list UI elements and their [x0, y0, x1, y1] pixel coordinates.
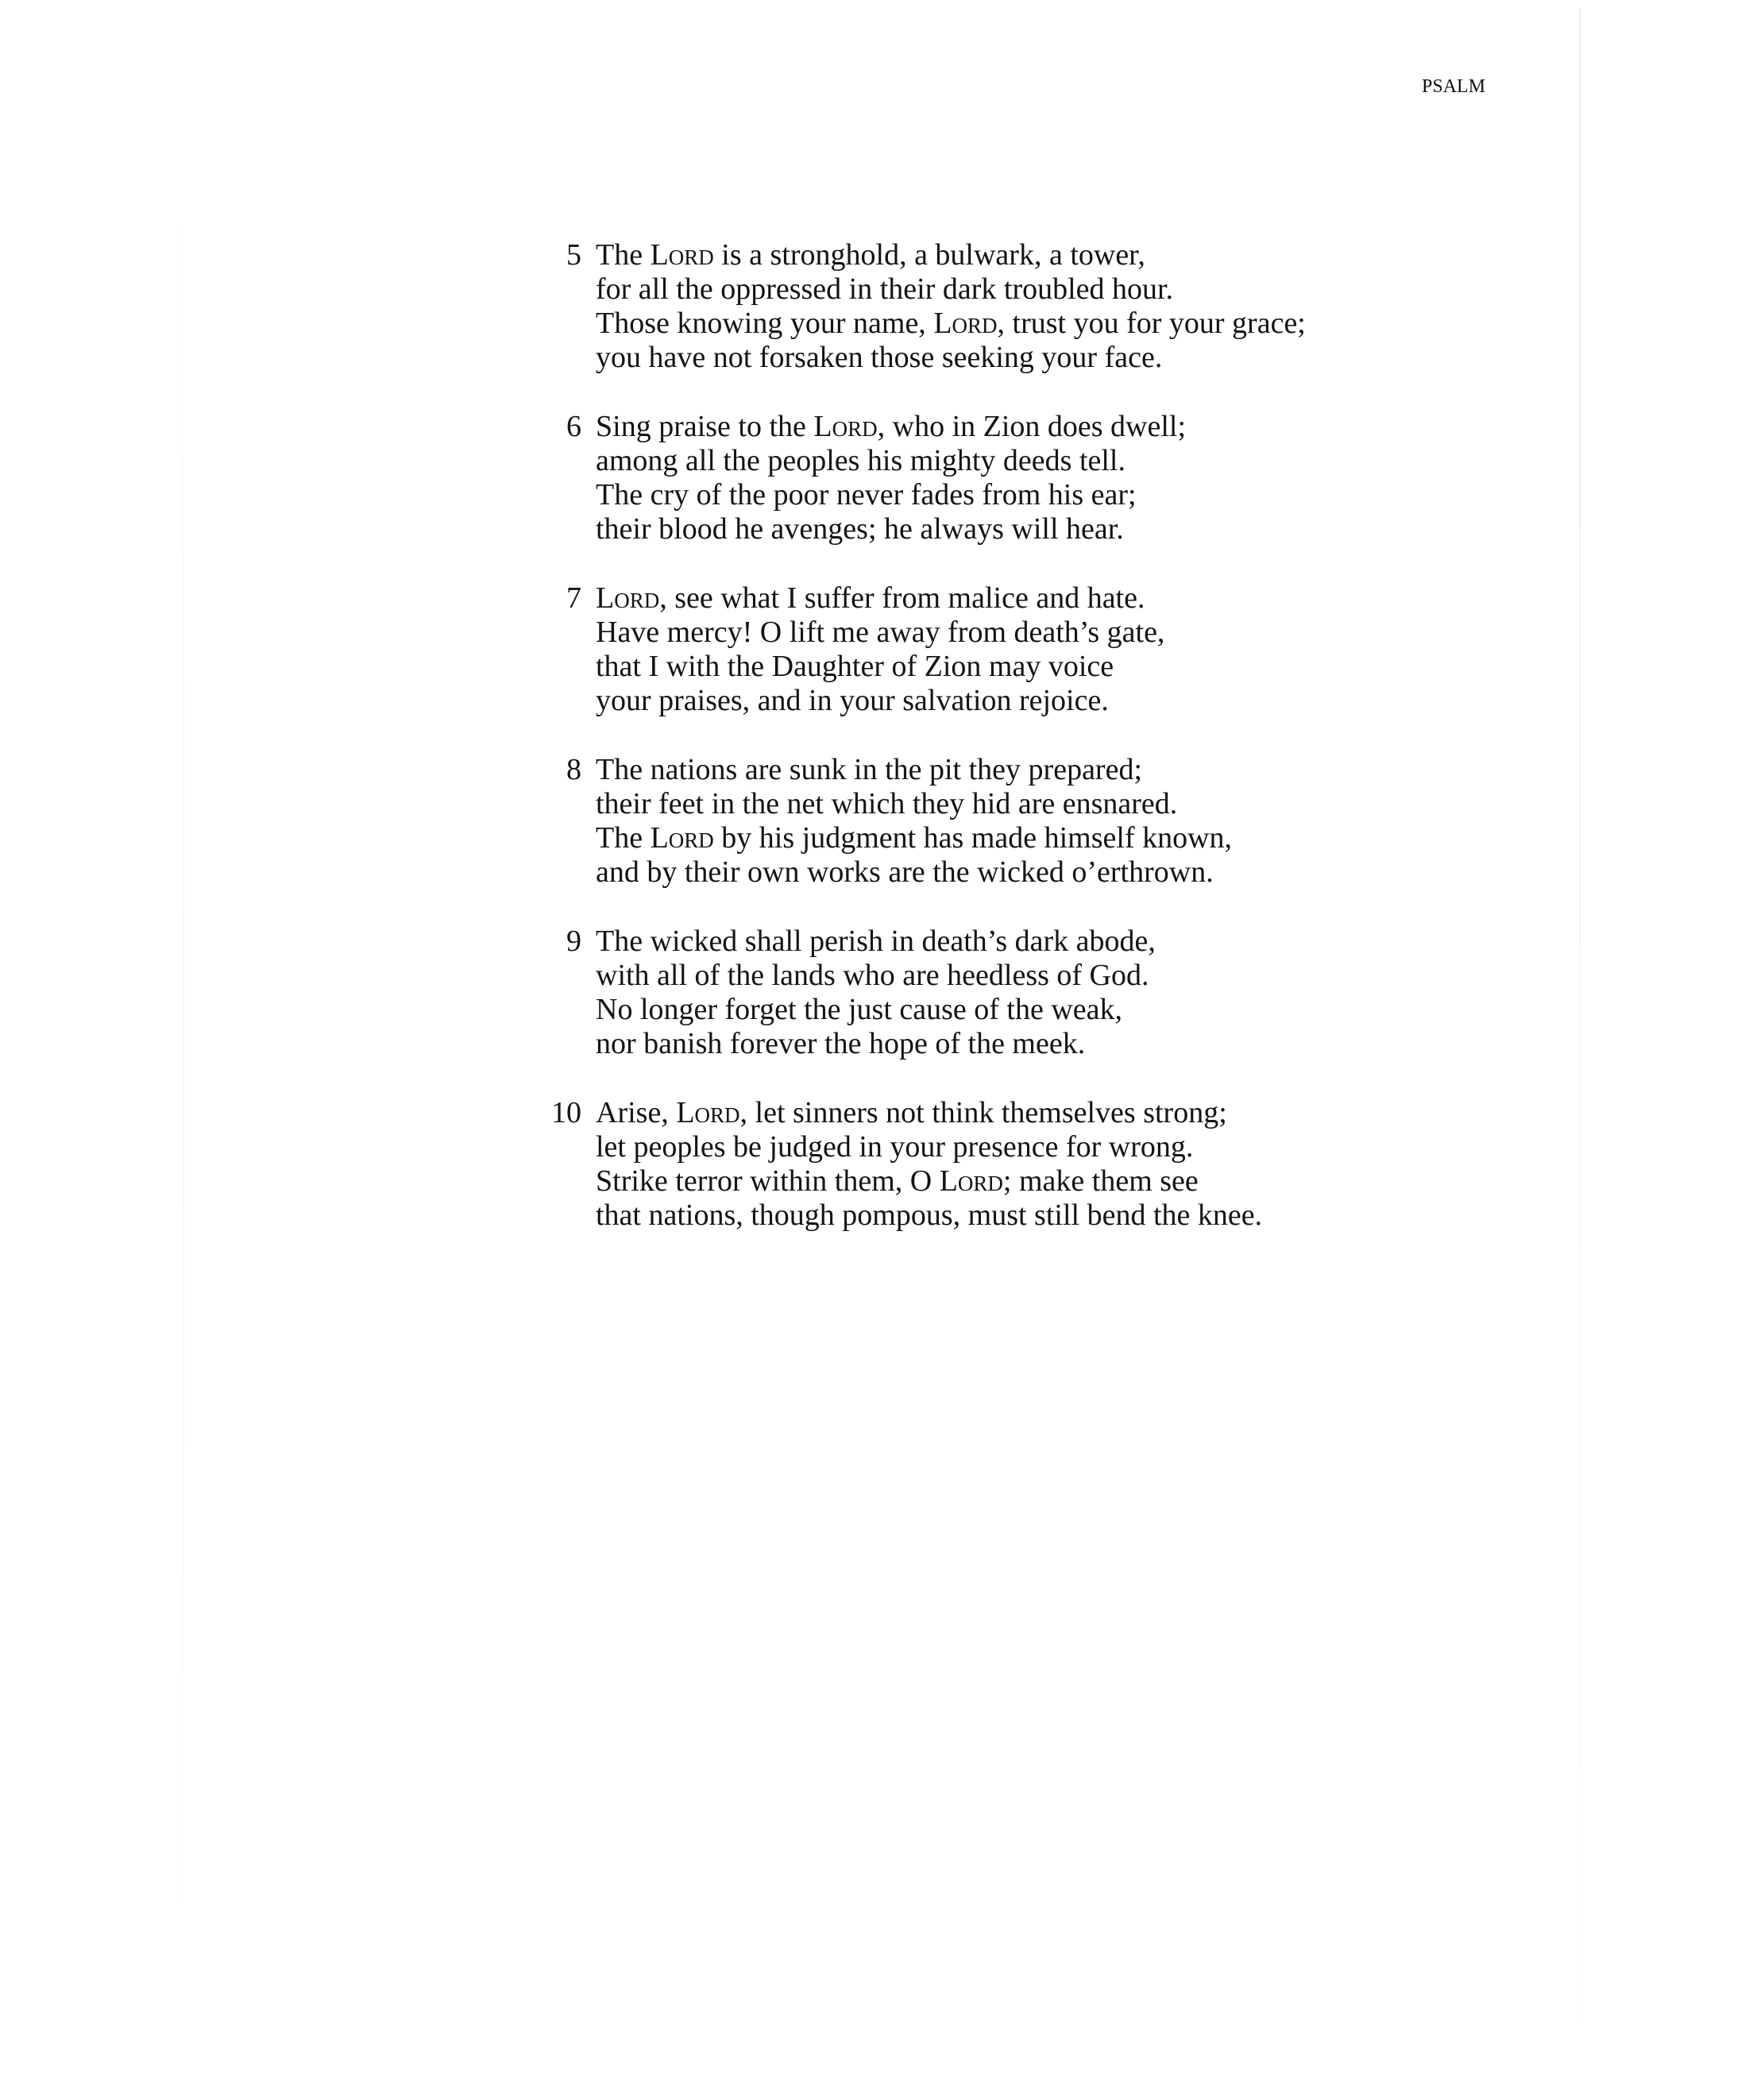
verse-line	[596, 238, 1477, 272]
stanza-lines	[596, 410, 1477, 546]
divine-name: Lord	[676, 1096, 740, 1129]
verse-line	[596, 307, 1477, 341]
stanza-number: 6	[566, 410, 581, 443]
stanza-number: 7	[566, 581, 581, 615]
verse-text: let peoples be judged in your presence for wrong.	[596, 1130, 1194, 1164]
verse-line	[596, 959, 1477, 993]
divine-name: Lord	[596, 581, 660, 615]
verse-text: Sing praise to the	[596, 410, 814, 443]
divine-name: Lord	[933, 307, 998, 340]
verse-line	[596, 993, 1477, 1027]
stanza-7	[540, 581, 1477, 718]
verse-line	[596, 410, 1477, 444]
verse-text: that nations, though pompous, must still bend the knee.	[596, 1199, 1263, 1232]
verse-line	[596, 341, 1477, 375]
verse-text: is a stronghold, a bulwark, a tower,	[713, 238, 1145, 272]
stanza-lines	[596, 925, 1477, 1061]
verse-text: The	[596, 238, 651, 272]
verse-line	[596, 855, 1477, 890]
verse-line	[596, 478, 1477, 512]
stanza-number: 9	[566, 925, 581, 958]
verse-text: The wicked shall perish in death’s dark abode,	[596, 925, 1156, 958]
verse-text: nor banish forever the hope of the meek.	[596, 1027, 1086, 1060]
verse-line	[596, 616, 1477, 650]
verse-text: and by their own works are the wicked o’erthrown.	[596, 855, 1214, 889]
verse-line	[596, 650, 1477, 684]
verse-text: for all the oppressed in their dark troubled hour.	[596, 272, 1174, 306]
verse-line	[596, 787, 1477, 821]
stanza-5	[540, 238, 1477, 375]
verse-text: No longer forget the just cause of the weak,	[596, 993, 1123, 1026]
verse-line	[596, 1164, 1477, 1199]
verse-text: Have mercy! O lift me away from death’s gate,	[596, 616, 1165, 649]
stanza-9	[540, 925, 1477, 1061]
verse-text: , let sinners not think themselves strong;	[739, 1096, 1227, 1129]
stanza-10	[540, 1096, 1477, 1233]
verse-text: The nations are sunk in the pit they prepared;	[596, 753, 1143, 786]
stanza-number: 5	[566, 238, 581, 272]
verse-line	[596, 925, 1477, 959]
verse-text: , trust you for your grace;	[997, 307, 1306, 340]
stanza-6	[540, 410, 1477, 546]
divine-name: Lord	[939, 1164, 1003, 1198]
verse-line	[596, 1027, 1477, 1061]
stanza-number: 8	[566, 753, 581, 786]
verse-line	[596, 272, 1477, 307]
verse-text: The	[596, 821, 651, 855]
divine-name: Lord	[650, 238, 714, 272]
verse-text: among all the peoples his mighty deeds tell.	[596, 444, 1125, 477]
verse-text: their feet in the net which they hid are ensnared.	[596, 787, 1178, 820]
verse-text: that I with the Daughter of Zion may voice	[596, 650, 1114, 683]
verse-line	[596, 1199, 1477, 1233]
verse-line	[596, 444, 1477, 478]
divine-name: Lord	[650, 821, 714, 855]
verse-line	[596, 1130, 1477, 1164]
page-edge-right	[1579, 8, 1581, 2089]
divine-name: Lord	[813, 410, 878, 443]
verse-text: , who in Zion does dwell;	[877, 410, 1187, 443]
verse-text: The cry of the poor never fades from his ear;	[596, 478, 1137, 511]
verse-text: by his judgment has made himself known,	[713, 821, 1233, 855]
verse-text: Arise,	[596, 1096, 677, 1129]
verse-line	[596, 581, 1477, 616]
verse-line	[596, 753, 1477, 787]
verse-line	[596, 821, 1477, 855]
verse-text: , see what I suffer from malice and hate.	[659, 581, 1145, 615]
verse-text: their blood he avenges; he always will hear.	[596, 512, 1124, 546]
verse-text: your praises, and in your salvation rejoice.	[596, 684, 1109, 717]
stanza-number: 10	[551, 1096, 581, 1129]
running-head: PSALM	[1422, 76, 1486, 97]
verse-text: with all of the lands who are heedless of God.	[596, 959, 1149, 992]
verse-text: Those knowing your name,	[596, 307, 934, 340]
stanza-lines	[596, 238, 1477, 375]
verse-text: ; make them see	[1002, 1164, 1199, 1198]
verse-text: Strike terror within them, O	[596, 1164, 940, 1198]
verse-line	[596, 684, 1477, 718]
page-edge-left	[183, 48, 184, 2081]
psalm-stanzas	[540, 238, 1477, 1268]
stanza-8	[540, 753, 1477, 890]
stanza-lines	[596, 1096, 1477, 1233]
verse-line	[596, 1096, 1477, 1130]
stanza-lines	[596, 753, 1477, 890]
stanza-lines	[596, 581, 1477, 718]
verse-line	[596, 512, 1477, 546]
verse-text: you have not forsaken those seeking your face.	[596, 341, 1163, 374]
